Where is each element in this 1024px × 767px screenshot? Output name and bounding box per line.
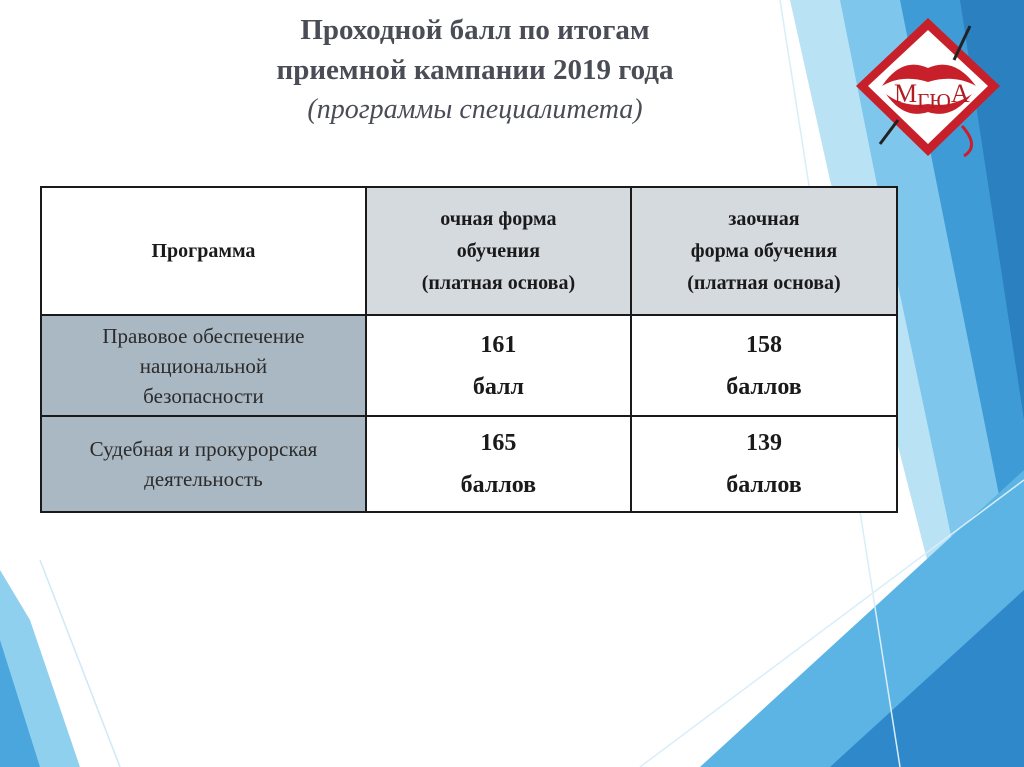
logo-letter-m: М	[894, 79, 918, 108]
program-name-cell: Правовое обеспечение национальной безопасности	[41, 315, 366, 416]
header-full-time-line-3: (платная основа)	[421, 272, 576, 294]
logo-letters	[894, 79, 970, 113]
slide-title	[150, 10, 800, 130]
header-part-time-line-1: заочная	[728, 208, 800, 230]
title-line-1: Проходной балл по итогам	[300, 14, 650, 46]
table-header-row	[41, 187, 897, 315]
score-unit: баллов	[726, 373, 802, 400]
header-full-time	[366, 187, 631, 315]
score-value: 139	[745, 430, 782, 456]
header-full-time-line-1: очная форма	[440, 208, 557, 230]
score-unit: баллов	[460, 472, 537, 498]
score-value: 158	[745, 331, 782, 358]
scores-table	[40, 186, 898, 513]
score-value: 165	[480, 430, 517, 456]
header-program: Программа	[41, 187, 366, 315]
table-row	[41, 416, 897, 512]
header-part-time	[631, 187, 897, 315]
table-row	[41, 315, 897, 416]
part-time-score-cell	[631, 416, 897, 512]
header-full-time-line-2: обучения	[456, 240, 541, 262]
logo-letter-gyu: ГЮ	[917, 89, 951, 113]
full-time-score-cell	[366, 416, 631, 512]
full-time-score-cell	[366, 315, 631, 416]
header-part-time-line-2: форма обучения	[690, 240, 838, 262]
program-name-cell: Судебная и прокурорская деятельность	[41, 416, 366, 512]
header-part-time-line-3: (платная основа)	[687, 272, 841, 294]
score-value: 161	[480, 331, 517, 358]
academy-logo	[852, 16, 1004, 162]
score-unit: баллов	[726, 472, 802, 498]
title-line-2: приемной кампании 2019 года	[276, 54, 674, 86]
logo-letter-a: А	[950, 79, 970, 108]
part-time-score-cell	[631, 315, 897, 416]
title-subtitle: (программы специалитета)	[307, 94, 643, 125]
score-unit: балл	[472, 373, 524, 400]
